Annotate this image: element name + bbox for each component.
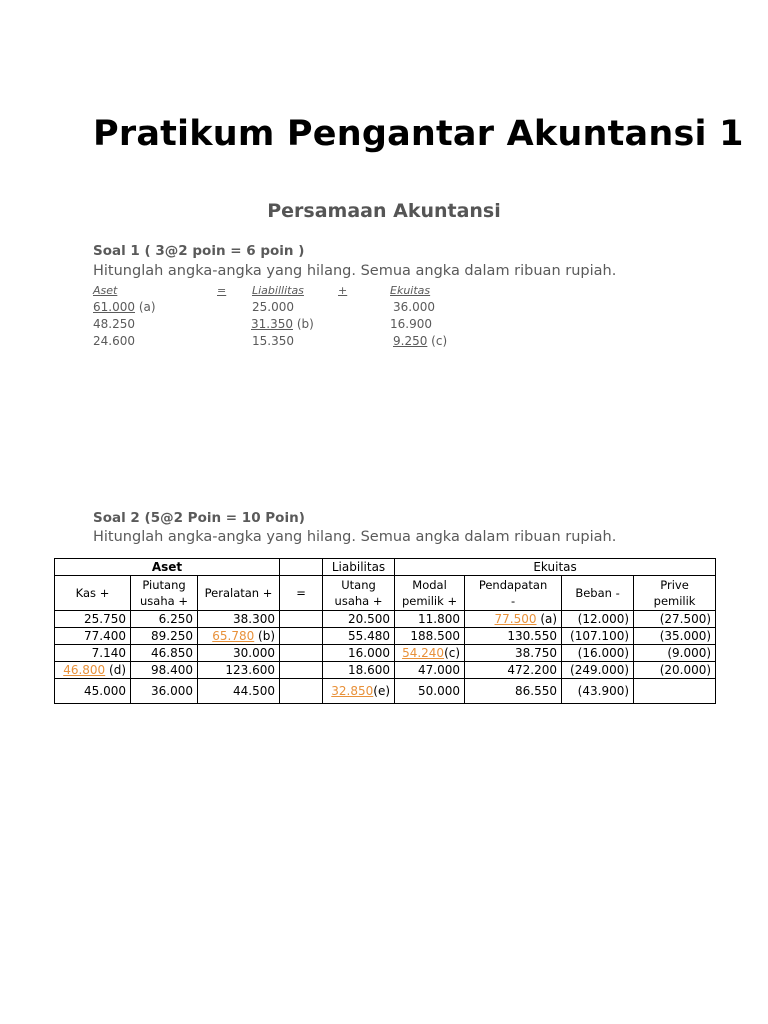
soal1-tag: (b) (293, 317, 314, 331)
cell-beban: (107.100) (562, 628, 634, 645)
cell-beban: (12.000) (562, 611, 634, 628)
cell-modal: 188.500 (395, 628, 465, 645)
col-header-peralatan: Peralatan + (198, 576, 280, 611)
cell-kas (55, 662, 131, 679)
soal1-tag: (a) (135, 300, 156, 314)
soal1-answer: 61.000 (93, 300, 135, 314)
col-header-pendapatan (465, 576, 562, 611)
table-row (55, 679, 716, 704)
cell-eq (280, 645, 323, 662)
cell-prive: (20.000) (634, 662, 716, 679)
col-header-modal (395, 576, 465, 611)
cell-utang: 55.480 (323, 628, 395, 645)
soal1-header-plus: + (338, 284, 348, 297)
col-header-utang (323, 576, 395, 611)
answer-tag: (e) (373, 684, 391, 698)
cell-beban: (43.900) (562, 679, 634, 704)
cell-prive: (27.500) (634, 611, 716, 628)
cell-beban: (249.000) (562, 662, 634, 679)
cell-peralatan: 38.300 (198, 611, 280, 628)
cell-modal: 11.800 (395, 611, 465, 628)
col-header-piutang-line1: Piutang (142, 578, 186, 592)
soal1-value: 24.600 (93, 334, 135, 348)
soal1-header-ekuitas: Ekuitas (390, 284, 431, 297)
cell-utang: 18.600 (323, 662, 395, 679)
cell-utang: 20.500 (323, 611, 395, 628)
col-header-piutang-line2: usaha + (140, 594, 188, 608)
col-header-prive-line2: pemilik (653, 594, 696, 608)
cell-utang: 16.000 (323, 645, 395, 662)
answer-tag: (c) (444, 646, 461, 660)
col-header-eq: = (280, 576, 323, 611)
cell-kas: 45.000 (55, 679, 131, 704)
soal1-value: 16.900 (390, 317, 432, 331)
soal1-heading: Soal 1 ( 3@2 poin = 6 poin ) (93, 243, 305, 259)
table-row (55, 611, 716, 628)
answer-tag: (d) (105, 663, 126, 677)
cell-pendapatan (465, 611, 562, 628)
soal1-row (0, 300, 768, 316)
soal1-row (0, 317, 768, 333)
cell-piutang: 36.000 (131, 679, 198, 704)
col-header-beban: Beban - (562, 576, 634, 611)
cell-modal: 50.000 (395, 679, 465, 704)
soal1-header-eq: = (217, 284, 227, 297)
cell-piutang: 46.850 (131, 645, 198, 662)
answer-tag: (a) (536, 612, 558, 626)
soal1-row (0, 334, 768, 350)
soal1-header-row (0, 284, 768, 300)
cell-eq (280, 662, 323, 679)
column-header-row (55, 576, 716, 611)
cell-modal (395, 645, 465, 662)
cell-eq (280, 611, 323, 628)
cell-peralatan (198, 628, 280, 645)
cell-eq (280, 628, 323, 645)
cell-piutang: 98.400 (131, 662, 198, 679)
answer-value: 32.850 (331, 684, 374, 698)
cell-utang (323, 679, 395, 704)
soal1-value: 25.000 (252, 300, 294, 314)
cell-peralatan: 123.600 (198, 662, 280, 679)
cell-kas: 77.400 (55, 628, 131, 645)
page-title: Pratikum Pengantar Akuntansi 1 (93, 114, 744, 154)
group-header-ekuitas: Ekuitas (395, 559, 716, 576)
col-header-pendapatan-line2: - (510, 594, 516, 608)
table-row (55, 628, 716, 645)
soal1-value: 36.000 (393, 300, 435, 314)
cell-pendapatan: 130.550 (465, 628, 562, 645)
cell-piutang: 89.250 (131, 628, 198, 645)
cell-pendapatan: 86.550 (465, 679, 562, 704)
soal2-instruction: Hitunglah angka-angka yang hilang. Semua angka dalam ribuan rupiah. (93, 529, 617, 545)
table-row (55, 662, 716, 679)
col-header-prive (634, 576, 716, 611)
soal1-value: 48.250 (93, 317, 135, 331)
soal1-value: 15.350 (252, 334, 294, 348)
soal1-header-aset: Aset (93, 284, 118, 297)
cell-prive: (9.000) (634, 645, 716, 662)
soal1-instruction: Hitunglah angka-angka yang hilang. Semua angka dalam ribuan rupiah. (93, 263, 617, 279)
col-header-utang-line1: Utang (341, 578, 376, 592)
cell-pendapatan: 38.750 (465, 645, 562, 662)
col-header-utang-line2: usaha + (334, 594, 383, 608)
cell-kas: 7.140 (55, 645, 131, 662)
cell-piutang: 6.250 (131, 611, 198, 628)
cell-prive: (35.000) (634, 628, 716, 645)
soal1-answer: 31.350 (251, 317, 293, 331)
section-subtitle: Persamaan Akuntansi (267, 200, 501, 222)
group-header-spacer (280, 559, 323, 576)
group-header-liabilitas: Liabilitas (323, 559, 395, 576)
cell-peralatan: 44.500 (198, 679, 280, 704)
answer-value: 54.240 (402, 646, 445, 660)
soal2-table (54, 558, 716, 704)
cell-pendapatan: 472.200 (465, 662, 562, 679)
cell-kas: 25.750 (55, 611, 131, 628)
cell-modal: 47.000 (395, 662, 465, 679)
col-header-piutang (131, 576, 198, 611)
col-header-prive-line1: Prive (660, 578, 689, 592)
col-header-modal-line1: Modal (412, 578, 447, 592)
soal1-tag: (c) (427, 334, 448, 348)
cell-prive (634, 679, 716, 704)
col-header-modal-line2: pemilik + (401, 594, 458, 608)
cell-eq (280, 679, 323, 704)
col-header-kas: Kas + (55, 576, 131, 611)
answer-value: 65.780 (212, 629, 255, 643)
col-header-pendapatan-line1: Pendapatan (478, 578, 548, 592)
table-row (55, 645, 716, 662)
cell-beban: (16.000) (562, 645, 634, 662)
group-header-aset: Aset (55, 559, 280, 576)
soal1-answer: 9.250 (393, 334, 428, 348)
soal2-heading: Soal 2 (5@2 Poin = 10 Poin) (93, 510, 305, 526)
answer-value: 77.500 (494, 612, 537, 626)
soal1-header-liabilitas: Liabillitas (252, 284, 304, 297)
answer-value: 46.800 (63, 663, 106, 677)
answer-tag: (b) (254, 629, 276, 643)
cell-peralatan: 30.000 (198, 645, 280, 662)
group-header-row (55, 559, 716, 576)
